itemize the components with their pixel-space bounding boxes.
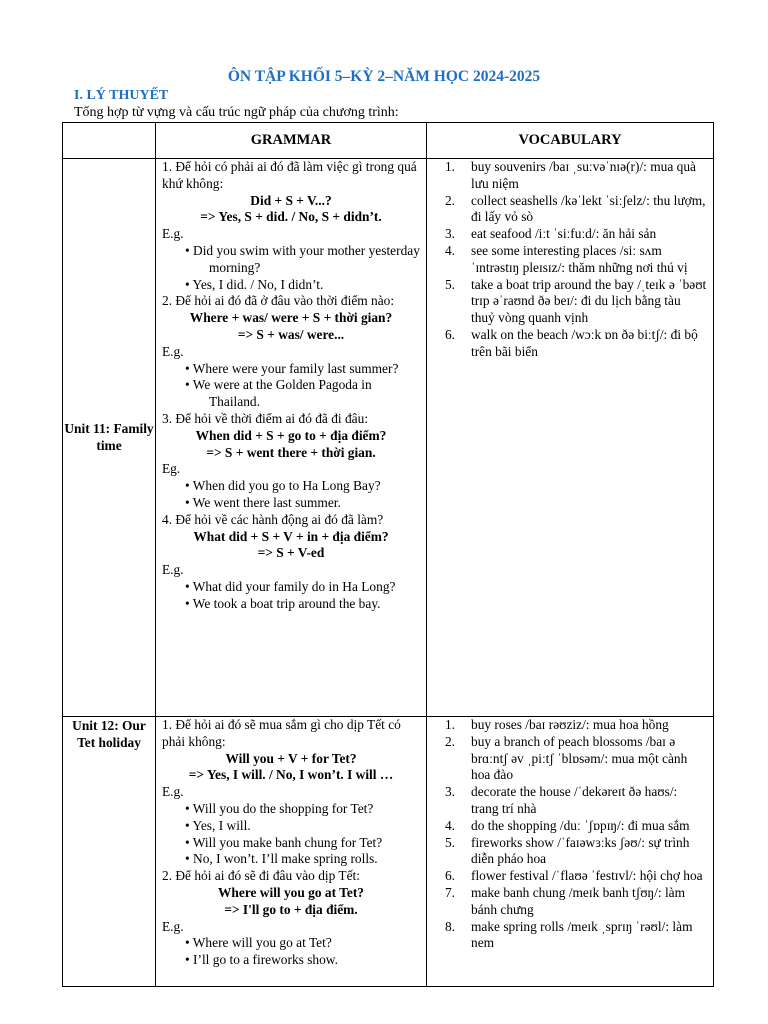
grammar-formula: Will you + V + for Tet? <box>225 750 357 766</box>
grammar-text: E.g. <box>162 784 184 800</box>
vocabulary-text: fireworks show /ˈfaɪəwɜːks ʃəʊ/: sự trình diễn pháo hoa <box>471 834 690 867</box>
grammar-formula: Where + was/ were + S + thời gian? <box>189 310 393 326</box>
vocabulary-item <box>433 327 707 361</box>
grammar-text: E.g. <box>162 226 184 242</box>
vocabulary-text: decorate the house /ˈdekəreɪt ðə haʊs/: trang trí nhà <box>471 784 678 816</box>
vocabulary-text: buy a branch of peach blossoms /baɪ ə brɑːntʃ əv ˌpiːtʃ ˈblɒsəm/: mua một cành hoa đào <box>471 733 688 783</box>
grammar-formula: When did + S + go to + địa điểm? <box>195 427 387 443</box>
vocabulary-text: buy souvenirs /baɪ ˌsuːvəˈnɪə(r)/: mua quà lưu niệm <box>471 159 696 191</box>
review-table <box>62 122 714 987</box>
vocabulary-item <box>433 717 707 734</box>
unit-11-vocabulary <box>427 159 714 717</box>
list-number: 3. <box>444 784 455 800</box>
list-number: 1. <box>444 159 455 174</box>
list-number: 5. <box>444 276 455 292</box>
grammar-formula: => Yes, I will. / No, I won’t. I will … <box>188 767 394 783</box>
list-number: 4. <box>444 817 455 833</box>
grammar-formula: What did + S + V + in + địa điểm? <box>193 528 389 544</box>
document-title: ÔN TẬP KHỐI 5–KỲ 2–NĂM HỌC 2024-2025 <box>227 68 541 85</box>
vocabulary-item <box>433 277 707 327</box>
example-bullet: • Will you make banh chung for Tet? <box>185 834 383 850</box>
grammar-formula: Where will you go at Tet? <box>218 884 364 900</box>
grammar-formula: => Yes, S + did. / No, S + didn’t. <box>200 209 382 225</box>
example-bullet: • We took a boat trip around the bay. <box>185 595 381 611</box>
example-bullet: • Did you swim with your mother yesterday morning? <box>185 242 420 275</box>
list-number: 7. <box>444 884 455 900</box>
vocabulary-text: take a boat trip around the bay /ˌteɪk ə ˈbəʊt trɪp əˈraʊnd ðə beɪ/: đi du lịch bằng tàu thuỷ vòng quanh vịnh <box>471 276 707 326</box>
grammar-text: 3. Để hỏi về thời điểm ai đó đã đi đâu: <box>162 410 369 426</box>
example-bullet: • I’ll go to a fireworks show. <box>185 952 338 968</box>
unit-11-grammar <box>156 159 427 717</box>
vocabulary-item <box>433 868 707 885</box>
unit-12-grammar <box>156 717 427 987</box>
vocabulary-item <box>433 919 707 953</box>
example-bullet: • We were at the Golden Pagoda in Thailand. <box>185 377 372 410</box>
vocabulary-item <box>433 835 707 869</box>
unit-12-vocabulary <box>427 717 714 987</box>
example-bullet: • Where were your family last summer? <box>185 360 399 376</box>
example-bullet: • No, I won’t. I’ll make spring rolls. <box>185 851 378 867</box>
example-bullet: • What did your family do in Ha Long? <box>185 578 396 594</box>
grammar-text: E.g. <box>162 343 184 359</box>
unit-12-label: Unit 12: Our Tet holiday <box>63 717 156 987</box>
list-number: 8. <box>444 918 455 934</box>
list-number: 4. <box>444 242 455 258</box>
grammar-formula: => S + V-ed <box>257 545 325 561</box>
vocabulary-item <box>433 818 707 835</box>
example-bullet: • Will you do the shopping for Tet? <box>185 800 374 816</box>
list-number: 5. <box>444 834 455 850</box>
grammar-text: 1. Để hỏi có phải ai đó đã làm việc gì trong quá khứ không: <box>162 159 417 191</box>
vocabulary-item <box>433 159 707 193</box>
vocabulary-text: eat seafood /iːt ˈsiːfuːd/: ăn hải sản <box>471 226 657 242</box>
header-vocabulary: VOCABULARY <box>427 123 714 159</box>
vocabulary-item <box>433 243 707 277</box>
vocabulary-item <box>433 226 707 243</box>
list-number: 6. <box>444 868 455 884</box>
vocabulary-item <box>433 784 707 818</box>
section-heading: I. LÝ THUYẾT <box>74 88 169 103</box>
example-bullet: • Where will you go at Tet? <box>185 935 332 951</box>
vocabulary-item <box>433 193 707 227</box>
vocabulary-text: walk on the beach /wɔːk ɒn ðə biːtʃ/: đi bộ trên bãi biển <box>471 326 698 359</box>
vocabulary-text: collect seashells /kəˈlekt ˈsiːʃelz/: thu lượm, đi lấy vỏ sò <box>471 192 706 225</box>
example-bullet: • When did you go to Ha Long Bay? <box>185 478 381 494</box>
list-number: 6. <box>444 326 455 342</box>
grammar-formula: => I'll go to + địa điểm. <box>224 901 358 917</box>
table-row <box>63 159 714 717</box>
header-unit <box>63 123 156 159</box>
grammar-text: E.g. <box>162 562 184 578</box>
table-row <box>63 717 714 987</box>
grammar-text: 4. Để hỏi về các hành động ai đó đã làm? <box>162 511 384 527</box>
vocabulary-text: do the shopping /duː ˈʃɒpɪŋ/: đi mua sắm <box>471 817 690 833</box>
vocabulary-text: buy roses /baɪ rəʊziz/: mua hoa hồng <box>471 717 669 732</box>
example-bullet: • Yes, I will. <box>185 817 251 833</box>
unit-11-label: Unit 11: Family time <box>63 159 156 717</box>
vocabulary-text: make spring rolls /meɪk ˌsprɪŋ ˈrəʊl/: làm nem <box>471 918 693 951</box>
vocabulary-item <box>433 885 707 919</box>
grammar-formula: => S + went there + thời gian. <box>206 444 376 460</box>
list-number: 3. <box>444 226 455 242</box>
grammar-text: Eg. <box>162 461 181 477</box>
grammar-formula: Did + S + V...? <box>250 192 332 208</box>
vocabulary-text: make banh chung /meɪk banh tʃʊŋ/: làm bánh chưng <box>471 884 686 917</box>
grammar-text: 2. Để hỏi ai đó đã ở đâu vào thời điểm nào: <box>162 293 395 309</box>
grammar-formula: => S + was/ were... <box>237 326 345 342</box>
list-number: 2. <box>444 192 455 208</box>
vocabulary-text: see some interesting places /siː sʌm ˈɪntrəstɪŋ pleɪsɪz/: thăm những nơi thú vị <box>471 242 688 275</box>
list-number: 2. <box>444 733 455 749</box>
vocabulary-item <box>433 734 707 784</box>
example-bullet: • Yes, I did. / No, I didn’t. <box>185 276 324 292</box>
grammar-text: 1. Để hỏi ai đó sẽ mua sắm gì cho dịp Tết có phải không: <box>162 717 401 749</box>
header-grammar: GRAMMAR <box>156 123 427 159</box>
table-header-row <box>63 123 714 159</box>
intro-text: Tổng hợp từ vựng và cấu trúc ngữ pháp của chương trình: <box>74 105 399 120</box>
list-number: 1. <box>444 717 455 732</box>
vocabulary-text: flower festival /ˈflaʊə ˈfestɪvl/: hội chợ hoa <box>471 868 703 884</box>
grammar-text: E.g. <box>162 918 184 934</box>
grammar-text: 2. Để hỏi ai đó sẽ đi đâu vào dịp Tết: <box>162 868 360 884</box>
example-bullet: • We went there last summer. <box>185 494 341 510</box>
